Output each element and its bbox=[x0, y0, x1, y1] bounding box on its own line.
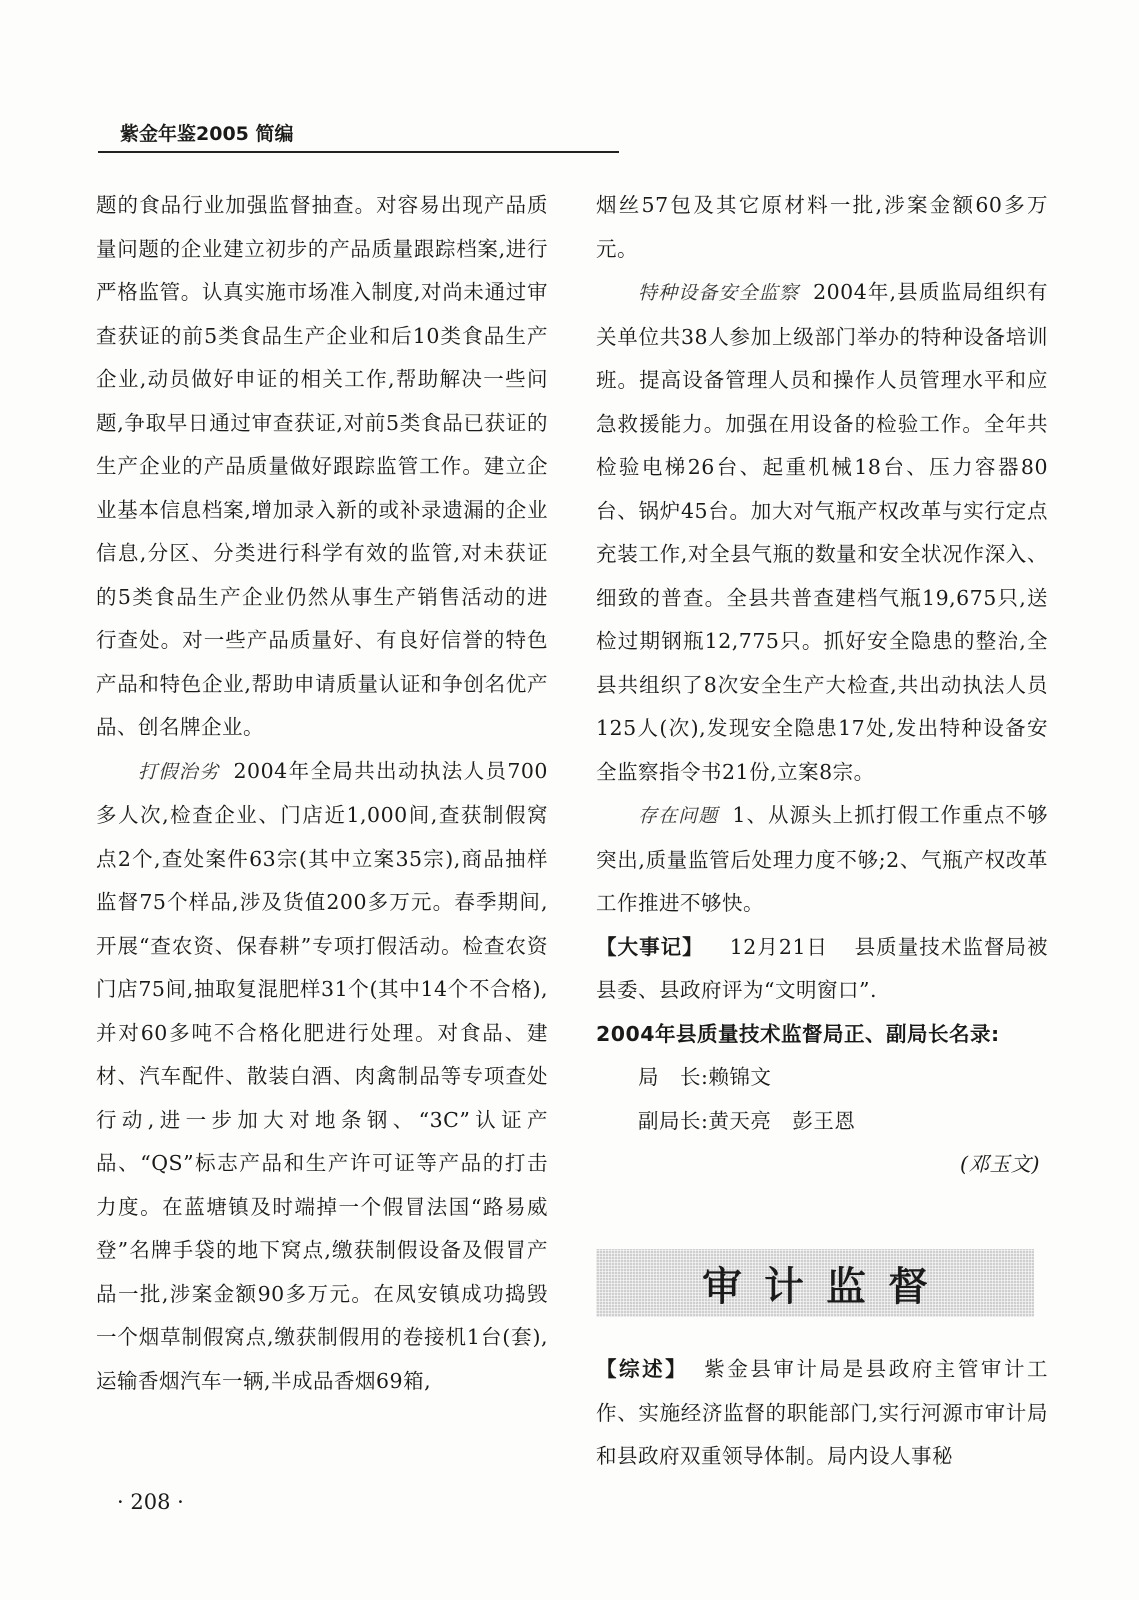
summary-text: 紫金县审计局是县政府主管审计工作、实施经济监督的职能部门,实行河源市审计局和县政府双重领导体制。局内设人事秘 bbox=[596, 1357, 1049, 1468]
roster-deputies: 副局长:黄天亮 彭王恩 bbox=[638, 1108, 856, 1133]
roster-title: 2004年县质量技术监督局正、副局长名录: bbox=[596, 1021, 1000, 1046]
anti-counterfeit-text: 2004年全局共出动执法人员700多人次,检查企业、门店近1,000间,查获制假窝点2个,查处案件63宗(其中立案35宗),商品抽样监督75个样品,涉及货值200多万元。春季期间,开展“查农资、保春耕”专项打假活动。检查农资门店75间,抽取复混肥样31个(其中14个不合格),并对60多吨不合格化肥进行处理。对食品、建材、汽车配件、散装白酒、肉禽制品等专项查处行动,进一步加大对地条钢、“3C”认证产品、“QS”标志产品和生产许可证等产品的打击力度。在蓝塘镇及时端掉一个假冒法国“路易威登”名牌手袋的地下窝点,缴获制假设备及假冒产品一批,涉案金额90多万元。在凤安镇成功捣毁一个烟草制假窝点,缴获制假用的卷接机1台(套),运输香烟汽车一辆,半成品香烟69箱, bbox=[96, 758, 548, 1393]
events-date: 12月21日 bbox=[729, 934, 829, 959]
events-label: 【大事记】 bbox=[596, 934, 704, 959]
events-paragraph bbox=[596, 926, 1048, 1013]
anti-counterfeit-paragraph bbox=[96, 750, 548, 1404]
section-banner-title: 审计监督 bbox=[702, 1263, 950, 1310]
problems-text: 1、从源头上抓打假工作重点不够突出,质量监管后处理力度不够;2、气瓶产权改革工作推进不够快。 bbox=[596, 803, 1048, 915]
anti-counterfeit-heading: 打假治劣 bbox=[138, 760, 220, 783]
problems-paragraph bbox=[596, 794, 1048, 926]
audit-section bbox=[596, 1348, 1048, 1479]
running-header-title: 紫金年鉴2005 简编 bbox=[120, 123, 294, 145]
right-column bbox=[596, 184, 1048, 1187]
right-paragraph-continued: 烟丝57包及其它原材料一批,涉案金额60多万元。 bbox=[596, 193, 1048, 261]
special-equipment-text: 2004年,县质监局组织有关单位共38人参加上级部门举办的特种设备培训班。提高设备管理人员和操作人员管理水平和应急救援能力。加强在用设备的检验工作。全年共检验电梯26台、起重机械18台、压力容器80台、锅炉45台。加大对气瓶产权改革与实行定点充装工作,对全县气瓶的数量和安全状况作深入、细致的普查。全县共普查建档气瓶19,675只,送检过期钢瓶12,775只。抓好安全隐患的整治,全县共组织了8次安全生产大检查,共出动执法人员125人(次),发现安全隐患17处,发出特种设备安全监察指令书21份,立案8宗。 bbox=[596, 280, 1048, 784]
left-column bbox=[96, 184, 548, 1403]
problems-heading: 存在问题 bbox=[638, 805, 719, 827]
roster-director: 局 长:赖锦文 bbox=[638, 1065, 772, 1089]
author-signature: (邓玉文) bbox=[960, 1152, 1040, 1176]
special-equipment-heading: 特种设备安全监察 bbox=[638, 282, 800, 304]
summary-label: 【综述】 bbox=[596, 1357, 689, 1381]
summary-paragraph bbox=[596, 1348, 1048, 1479]
left-paragraph-continued: 题的食品行业加强监督抽查。对容易出现产品质量问题的企业建立初步的产品质量跟踪档案,进行严格监管。认真实施市场准入制度,对尚未通过审查获证的前5类食品生产企业和后10类食品生产企业,动员做好申证的相关工作,帮助解决一些问题,争取早日通过审查获证,对前5类食品已获证的生产企业的产品质量做好跟踪监管工作。建立企业基本信息档案,增加录入新的或补录遗漏的企业信息,分区、分类进行科学有效的监管,对未获证的5类食品生产企业仍然从事生产销售活动的进行查处。对一些产品质量好、有良好信誉的特色产品和特色企业,帮助申请质量认证和争创名优产品、创名牌企业。 bbox=[96, 193, 548, 739]
special-equipment-paragraph bbox=[596, 271, 1048, 794]
events-text: 县质量技术监督局被县委、县政府评为“文明窗口”. bbox=[596, 934, 1049, 1002]
running-header bbox=[98, 119, 619, 153]
section-banner bbox=[596, 1249, 1034, 1317]
page-number: · 208 · bbox=[117, 1490, 184, 1514]
